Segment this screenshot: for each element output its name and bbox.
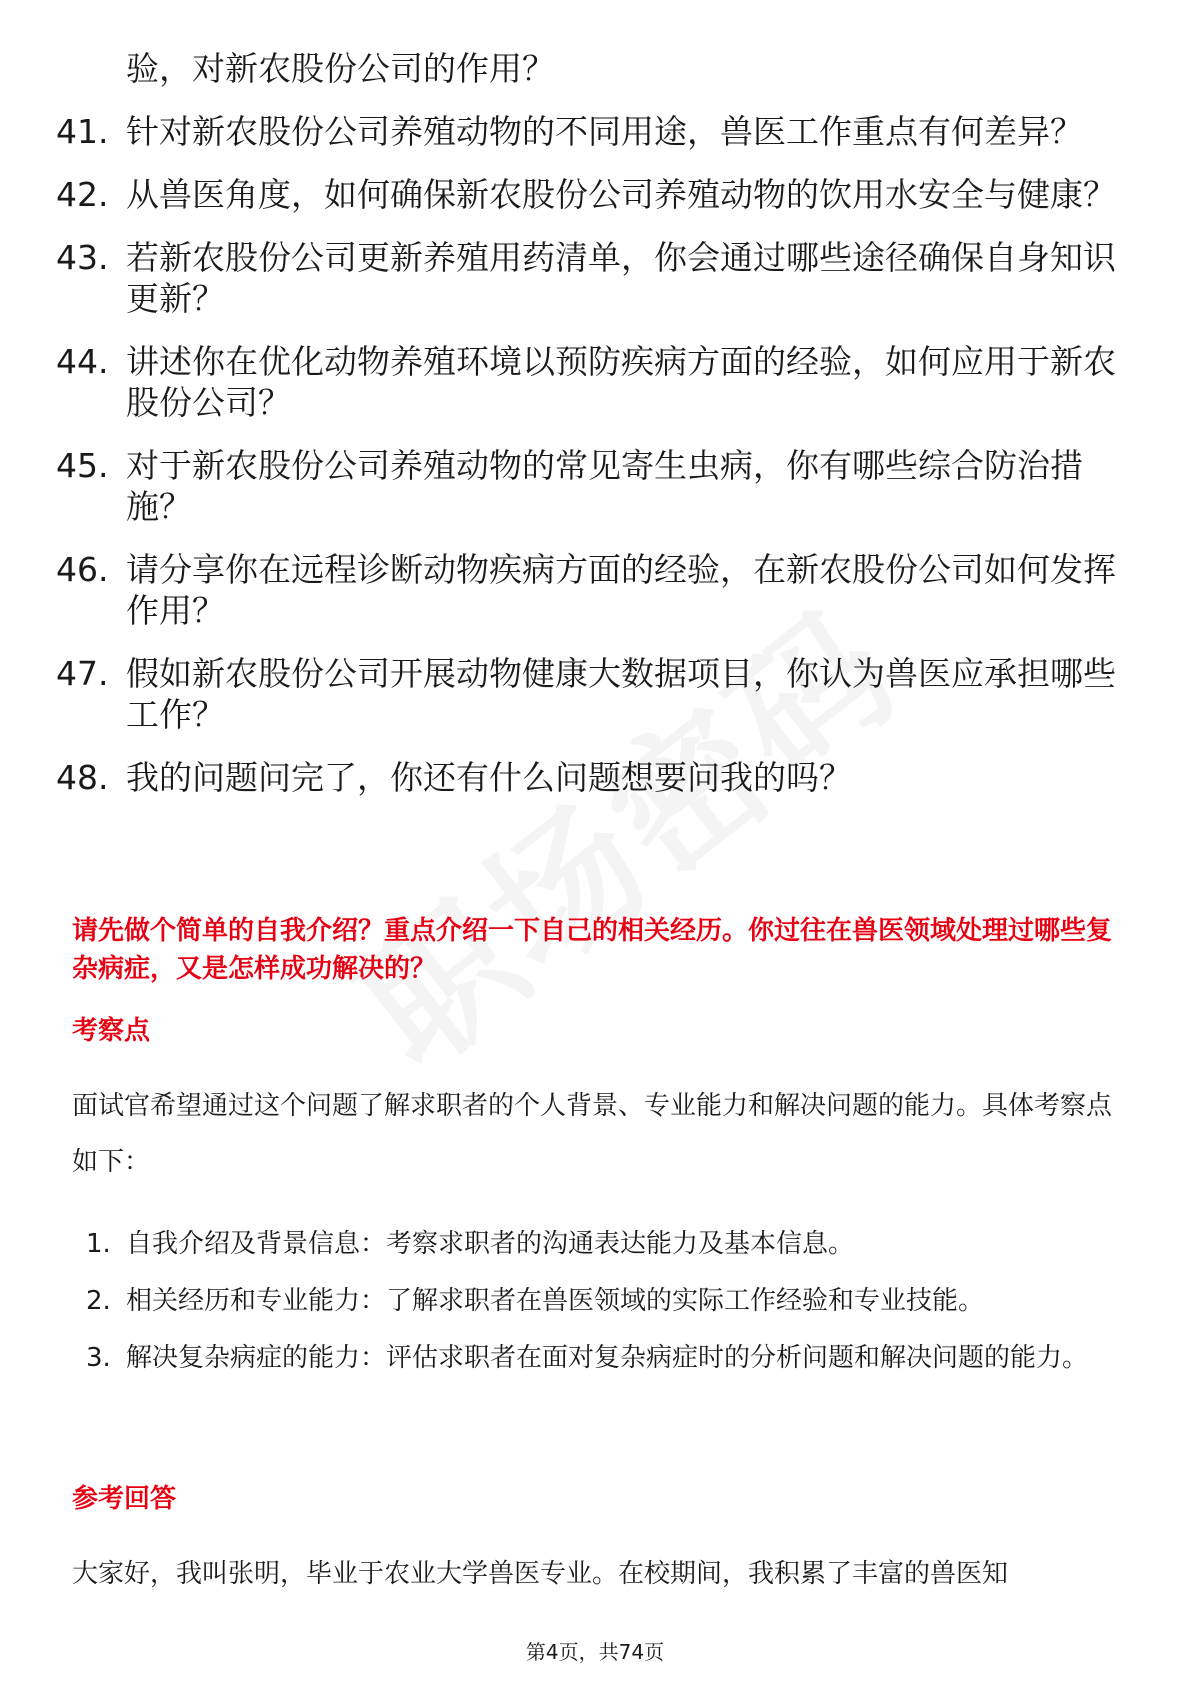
question-list	[56, 48, 1126, 820]
focus-intro: 面试官希望通过这个问题了解求职者的个人背景、专业能力和解决问题的能力。具体考察点如下：	[72, 1091, 1113, 1177]
focus-point	[72, 1216, 1132, 1273]
question-text: 对于新农股份公司养殖动物的常见寄生虫病，你有哪些综合防治措施？	[126, 446, 1083, 526]
question-item	[56, 341, 1126, 423]
page-footer: 第4页，共74页	[525, 1640, 665, 1664]
focus-point-list	[72, 1216, 1132, 1387]
focus-point-number: 3.	[86, 1343, 111, 1373]
question-item	[56, 445, 1126, 527]
question-number: 48.	[56, 758, 109, 797]
highlighted-question: 请先做个简单的自我介绍？重点介绍一下自己的相关经历。你过往在兽医领域处理过哪些复杂病症，又是怎样成功解决的？	[72, 916, 1113, 984]
section-title-focus: 考察点	[72, 1016, 151, 1046]
focus-point-text: 自我介绍及背景信息：考察求职者的沟通表达能力及基本信息。	[126, 1229, 855, 1259]
question-text: 讲述你在优化动物养殖环境以预防疾病方面的经验，如何应用于新农股份公司？	[126, 342, 1116, 422]
question-item	[56, 111, 1126, 152]
focus-point	[72, 1273, 1132, 1330]
question-item	[56, 653, 1126, 735]
question-text: 我的问题问完了，你还有什么问题想要问我的吗？	[126, 758, 852, 797]
question-number: 43.	[56, 238, 109, 277]
question-number: 44.	[56, 342, 109, 381]
focus-point	[72, 1330, 1132, 1387]
focus-point-number: 1.	[86, 1229, 111, 1259]
question-number: 47.	[56, 654, 109, 693]
question-item	[56, 174, 1126, 215]
question-number: 41.	[56, 112, 109, 151]
answer-text: 大家好，我叫张明，毕业于农业大学兽医专业。在校期间，我积累了丰富的兽医知	[72, 1559, 1009, 1589]
question-text: 假如新农股份公司开展动物健康大数据项目，你认为兽医应承担哪些工作？	[126, 654, 1116, 734]
question-continuation: 验，对新农股份公司的作用？	[126, 49, 555, 88]
question-text: 若新农股份公司更新养殖用药清单，你会通过哪些途径确保自身知识更新？	[126, 238, 1116, 318]
section-title-answer: 参考回答	[72, 1484, 177, 1514]
question-number: 42.	[56, 175, 109, 214]
question-item	[56, 549, 1126, 631]
focus-point-text: 解决复杂病症的能力：评估求职者在面对复杂病症时的分析问题和解决问题的能力。	[126, 1343, 1089, 1373]
question-text: 请分享你在远程诊断动物疾病方面的经验，在新农股份公司如何发挥作用？	[126, 550, 1116, 630]
question-number: 45.	[56, 446, 109, 485]
question-item	[56, 237, 1126, 319]
question-number: 46.	[56, 550, 109, 589]
focus-point-number: 2.	[86, 1286, 111, 1316]
focus-point-text: 相关经历和专业能力：了解求职者在兽医领域的实际工作经验和专业技能。	[126, 1286, 985, 1316]
question-text: 从兽医角度，如何确保新农股份公司养殖动物的饮用水安全与健康？	[126, 175, 1116, 214]
question-text: 针对新农股份公司养殖动物的不同用途，兽医工作重点有何差异？	[126, 112, 1083, 151]
question-item	[56, 757, 1126, 798]
